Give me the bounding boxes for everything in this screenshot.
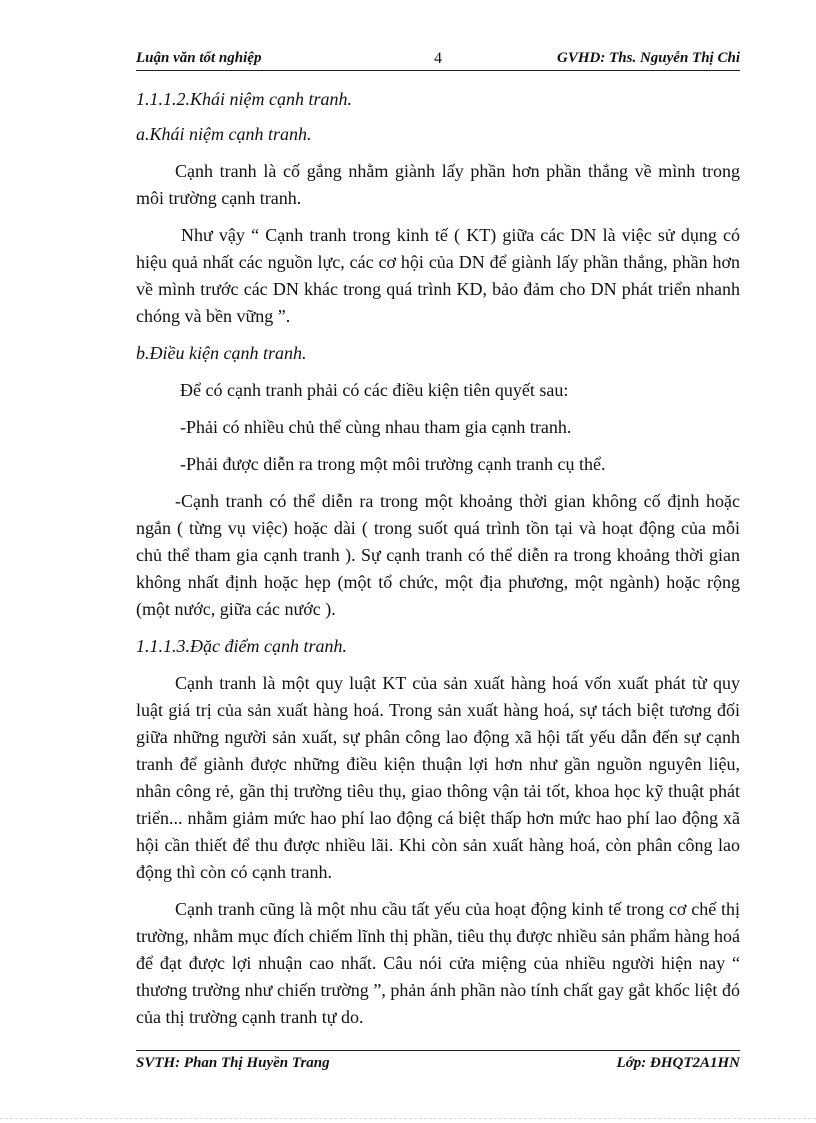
footer-student: SVTH: Phan Thị Huyền Trang [136, 1055, 330, 1071]
page-number: 4 [434, 50, 442, 67]
document-body [136, 86, 740, 1031]
subheading-a: a.Khái niệm cạnh tranh. [136, 124, 312, 144]
page-footer [136, 1055, 740, 1077]
paragraph: Cạnh tranh là cố gắng nhằm giành lấy phần hơn phần thắng về mình trong môi trường cạnh tranh. [136, 161, 740, 208]
paragraph: Như vậy “ Cạnh tranh trong kinh tế ( KT) giữa các DN là việc sử dụng có hiệu quả nhất các nguồn lực, các cơ hội của DN để giành lấy phần thắng, phần hơn về mình trước các DN khác trong quá trình KD, bảo đảm cho DN phát triển nhanh chóng và bền vững ”. [136, 225, 740, 326]
page-header [136, 48, 740, 71]
paragraph: Để có cạnh tranh phải có các điều kiện tiên quyết sau: [180, 380, 569, 400]
footer-divider [136, 1050, 740, 1051]
section-heading-1-1-1-2: 1.1.1.2.Khái niệm cạnh tranh. [136, 89, 352, 109]
list-item: -Phải được diễn ra trong một môi trường cạnh tranh cụ thể. [180, 454, 606, 474]
paragraph: -Cạnh tranh có thể diễn ra trong một khoảng thời gian không cố định hoặc ngắn ( từng vụ việc) hoặc dài ( trong suốt quá trình tồn tại và hoạt động của mỗi chủ thể tham gia cạnh tranh ). Sự cạnh tranh có thể diễn ra trong khoảng thời gian không nhất định hoặc hẹp (một tổ chức, một địa phương, một ngành) hoặc rộng (một nước, giữa các nước ). [136, 491, 740, 619]
header-thesis-label: Luận văn tốt nghiệp [136, 50, 262, 66]
list-item: -Phải có nhiều chủ thể cùng nhau tham gia cạnh tranh. [180, 417, 572, 437]
footer-class: Lớp: ĐHQT2A1HN [616, 1055, 740, 1071]
page-edge-divider [0, 1118, 816, 1119]
header-advisor: GVHD: Ths. Nguyễn Thị Chi [557, 50, 740, 66]
subheading-b: b.Điều kiện cạnh tranh. [136, 343, 307, 363]
paragraph: Cạnh tranh là một quy luật KT của sản xuất hàng hoá vốn xuất phát từ quy luật giá trị của sản xuất hàng hoá. Trong sản xuất hàng hoá, sự tách biệt tương đối giữa những người sản xuất, sự phân công lao động xã hội tất yếu dẫn đến sự cạnh tranh để giành được những điều kiện thuận lợi hơn như gần nguồn nguyên liệu, nhân công rẻ, gần thị trường tiêu thụ, giao thông vận tải tốt, khoa học kỹ thuật phát triển... nhằm giảm mức hao phí lao động cá biệt thấp hơn mức hao phí lao động xã hội cần thiết để thu được nhiều lãi. Khi còn sản xuất hàng hoá, còn phân công lao động thì còn có cạnh tranh. [136, 673, 740, 882]
paragraph: Cạnh tranh cũng là một nhu cầu tất yếu của hoạt động kinh tế trong cơ chế thị trường, nhằm mục đích chiếm lĩnh thị phần, tiêu thụ được nhiều sản phẩm hàng hoá để đạt được lợi nhuận cao nhất. Câu nói cửa miệng của nhiều người hiện nay “ thương trường như chiến trường ”, phản ánh phần nào tính chất gay gắt khốc liệt đó của thị trường cạnh tranh tự do. [136, 899, 740, 1027]
section-heading-1-1-1-3: 1.1.1.3.Đặc điểm cạnh tranh. [136, 636, 347, 656]
